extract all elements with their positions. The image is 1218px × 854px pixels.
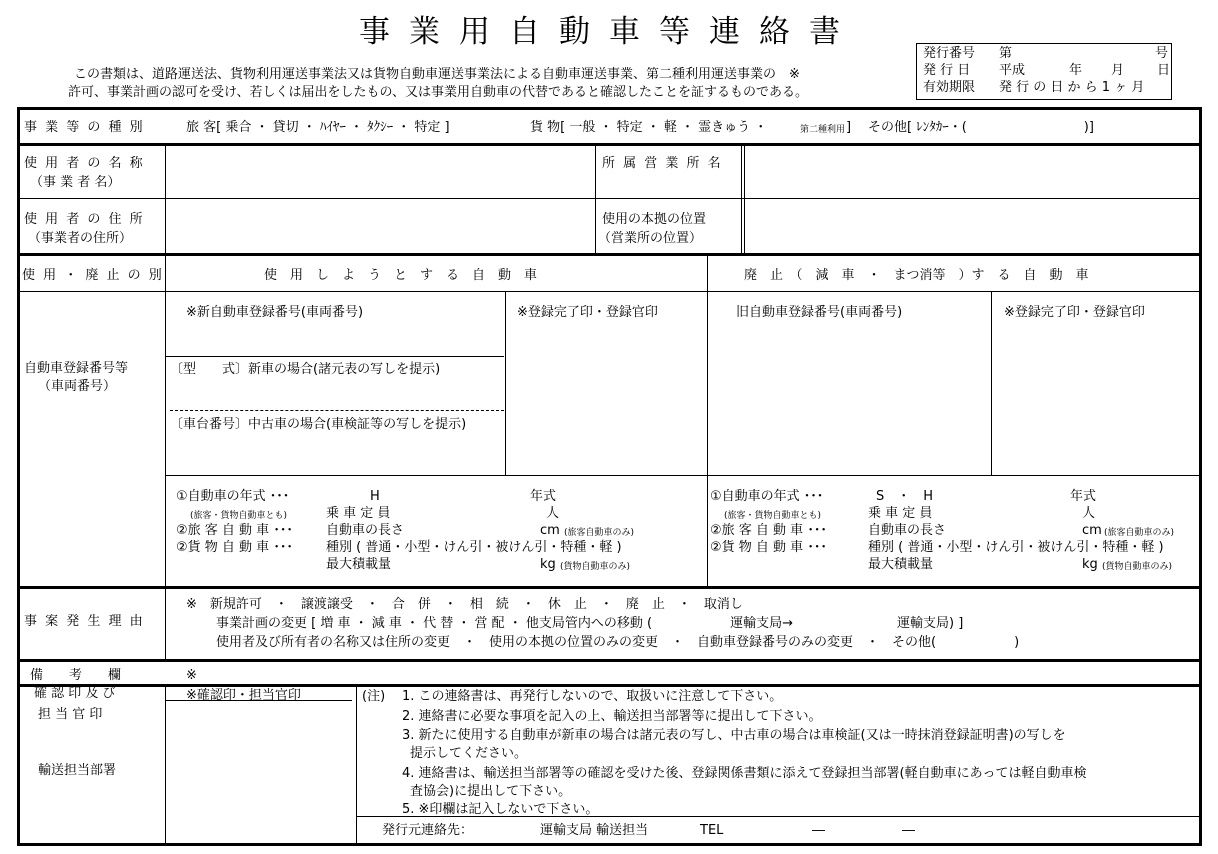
right-cargo-label: ②貨 物 自 動 車 ･･･ — [710, 540, 827, 555]
business-type-cargo-close: ] — [846, 120, 852, 135]
left-year-unit: 年式 — [530, 489, 557, 504]
left-length-unit: cm — [540, 523, 560, 538]
transport-department-label: 輸送担当部署 — [38, 763, 117, 778]
remarks-value: ※ — [186, 668, 197, 683]
user-name-sub: （事 業 者 名） — [30, 175, 121, 190]
right-type-options: 種別 ( 普通・小型・けん引・被けん引・特種・軽 ) — [868, 540, 1164, 555]
new-registration-number: ※新自動車登録番号(車両番号) — [186, 305, 364, 320]
contact-tel-dash-2: ― — [902, 823, 915, 838]
note-2: 2. 連絡書に必要な事項を記入の上、輸送担当部署等に提出して下さい。 — [402, 709, 822, 724]
intro-line-2: 許可、事業計画の認可を受け、若しくは届出をしたもの、又は事業用自動車の代替であると確認したことを証するものである。 — [68, 85, 808, 100]
business-type-cargo: 貨 物[ 一般 ・ 特定 ・ 軽 ・ 霊きゅう ・ — [530, 120, 768, 135]
left-load-label: 最大積載量 — [326, 557, 392, 572]
confirm-stamp-label: ※確認印・担当官印 — [186, 688, 301, 703]
left-load-unit: kg — [540, 557, 556, 572]
left-type-options: 種別 ( 普通・小型・けん引・被けん引・特種・軽 ) — [326, 540, 622, 555]
office-name-label: 所 属 営 業 所 名 — [602, 156, 723, 171]
right-length-unit: cm — [1082, 523, 1102, 538]
intro-line-1: この書類は、道路運送法、貨物利用運送事業法又は貨物自動車運送事業法による自動車運送事業、第二種利用運送事業の ※ — [74, 67, 800, 82]
note-4-line-2: 査協会)に提出して下さい。 — [410, 784, 572, 799]
left-load-note: (貨物自動車のみ) — [560, 562, 631, 572]
left-cargo-label: ②貨 物 自 動 車 ･･･ — [176, 540, 293, 555]
left-passenger-label: ②旅 客 自 動 車 ･･･ — [176, 523, 293, 538]
left-capacity-label: 乗 車 定 員 — [326, 506, 391, 521]
issue-number-label: 発行番号 — [923, 46, 976, 61]
left-year-label: ①自動車の年式 ･･･ — [176, 489, 290, 504]
model-field: 〔型 式〕新車の場合(諸元表の写しを提示) — [170, 362, 441, 377]
right-year-era: S ・ H — [876, 489, 934, 504]
confirm-label-2: 担 当 官 印 — [38, 707, 103, 722]
issue-date-month: 月 — [1111, 63, 1125, 78]
user-address-sub: （事業者の住所） — [28, 231, 133, 246]
expiry-value: 発 行 の 日 か ら 1 ヶ 月 — [999, 80, 1145, 95]
issue-date-day: 日 — [1157, 63, 1171, 78]
user-name-label: 使 用 者 の 名 称 — [24, 156, 145, 171]
form-table — [17, 107, 1202, 846]
business-type-label: 事 業 等 の 種 別 — [24, 120, 145, 135]
issue-date-year: 年 — [1069, 63, 1083, 78]
remarks-label: 備 考 欄 — [30, 668, 122, 683]
expiry-label: 有効期限 — [923, 80, 976, 95]
base-location-label: 使用の本拠の位置 — [602, 212, 707, 227]
old-registration-stamp: ※登録完了印・登録官印 — [1004, 305, 1145, 320]
right-load-note: (貨物自動車のみ) — [1102, 562, 1173, 572]
right-year-label: ①自動車の年式 ･･･ — [710, 489, 824, 504]
confirm-label-1: 確 認 印 及 び — [34, 686, 116, 701]
business-type-passenger: 旅 客[ 乗合 ・ 貸切 ・ ﾊｲﾔｰ ・ ﾀｸｼｰ ・ 特定 ] — [186, 120, 450, 135]
left-capacity-unit: 人 — [546, 506, 560, 521]
use-abolish-label: 使 用 ・ 廃 止 の 別 — [22, 268, 164, 283]
contact-office: 運輸支局 輸送担当 — [540, 823, 649, 838]
issue-number-dai: 第 — [999, 46, 1013, 61]
right-both-note: (旅客・貨物自動車とも) — [724, 511, 822, 521]
reason-line-1: ※ 新規許可 ・ 譲渡譲受 ・ 合 併 ・ 相 続 ・ 休 止 ・ 廃 止 ・ 取消し — [186, 597, 743, 612]
note-4-line-1: 4. 連絡書は、輸送担当部署等の確認を受けた後、登録関係書類に添えて登録担当部署(軽自動車にあっては軽自動車検 — [402, 766, 1087, 781]
issue-date-era: 平成 — [999, 63, 1026, 78]
contact-tel-dash-1: ― — [812, 823, 825, 838]
right-load-label: 最大積載量 — [868, 557, 934, 572]
abolish-vehicle-header: 廃 止 （ 減 車 ・ まつ消等 ）す る 自 動 車 — [744, 268, 1089, 283]
user-address-label: 使 用 者 の 住 所 — [24, 212, 145, 227]
registration-label: 自動車登録番号等 — [24, 361, 129, 376]
registration-label-sub: （車両番号） — [38, 379, 117, 394]
note-3-line-1: 3. 新たに使用する自動車が新車の場合は諸元表の写し、中古車の場合は車検証(又は一時抹消登録証明書)の写しを — [402, 728, 1066, 743]
base-location-sub: （営業所の位置） — [598, 231, 703, 246]
document-title: 事業用自動車等連絡書 — [359, 14, 859, 50]
notes-prefix: (注) — [362, 689, 386, 704]
chassis-field: 〔車台番号〕中古車の場合(車検証等の写しを提示) — [170, 417, 467, 432]
reason-label: 事 案 発 生 理 由 — [24, 614, 145, 629]
right-year-unit: 年式 — [1070, 489, 1097, 504]
right-length-label: 自動車の長さ — [868, 523, 947, 538]
new-registration-stamp: ※登録完了印・登録官印 — [517, 305, 658, 320]
issue-date-label: 発 行 日 — [923, 63, 971, 78]
right-passenger-label: ②旅 客 自 動 車 ･･･ — [710, 523, 827, 538]
old-registration-number: 旧自動車登録番号(車両番号) — [736, 305, 903, 320]
right-capacity-label: 乗 車 定 員 — [868, 506, 933, 521]
left-length-label: 自動車の長さ — [326, 523, 405, 538]
use-vehicle-header: 使 用 し よ う と す る 自 動 車 — [264, 268, 538, 283]
right-length-note: (旅客自動車のみ) — [1104, 528, 1175, 538]
right-capacity-unit: 人 — [1082, 506, 1096, 521]
left-length-note: (旅客自動車のみ) — [564, 528, 635, 538]
note-1: 1. この連絡書は、再発行しないので、取扱いに注意して下さい。 — [402, 689, 783, 704]
note-5: 5. ※印欄は記入しないで下さい。 — [402, 802, 599, 817]
reason-line-2: 事業計画の変更 [ 増 車 ・ 減 車 ・ 代 替 ・ 営 配 ・ 他支局管内への移動 ( 運輸支局→ 運輸支局) ] — [216, 616, 964, 631]
contact-tel-label: TEL — [700, 823, 724, 838]
business-type-cargo-second: 第二種利用 — [800, 125, 846, 135]
left-both-note: (旅客・貨物自動車とも) — [190, 511, 288, 521]
contact-label: 発行元連絡先： — [382, 823, 474, 838]
reason-line-3: 使用者及び所有者の名称又は住所の変更 ・ 使用の本拠の位置のみの変更 ・ 自動車登録番号のみの変更 ・ その他( ) — [216, 635, 1020, 650]
issue-info-box — [916, 43, 1172, 100]
left-year-era: H — [370, 489, 380, 504]
business-type-other: その他[ ﾚﾝﾀｶｰ・( )] — [868, 120, 1094, 135]
right-load-unit: kg — [1082, 557, 1098, 572]
issue-number-go: 号 — [1155, 46, 1169, 61]
note-3-line-2: 提示してください。 — [410, 746, 528, 761]
